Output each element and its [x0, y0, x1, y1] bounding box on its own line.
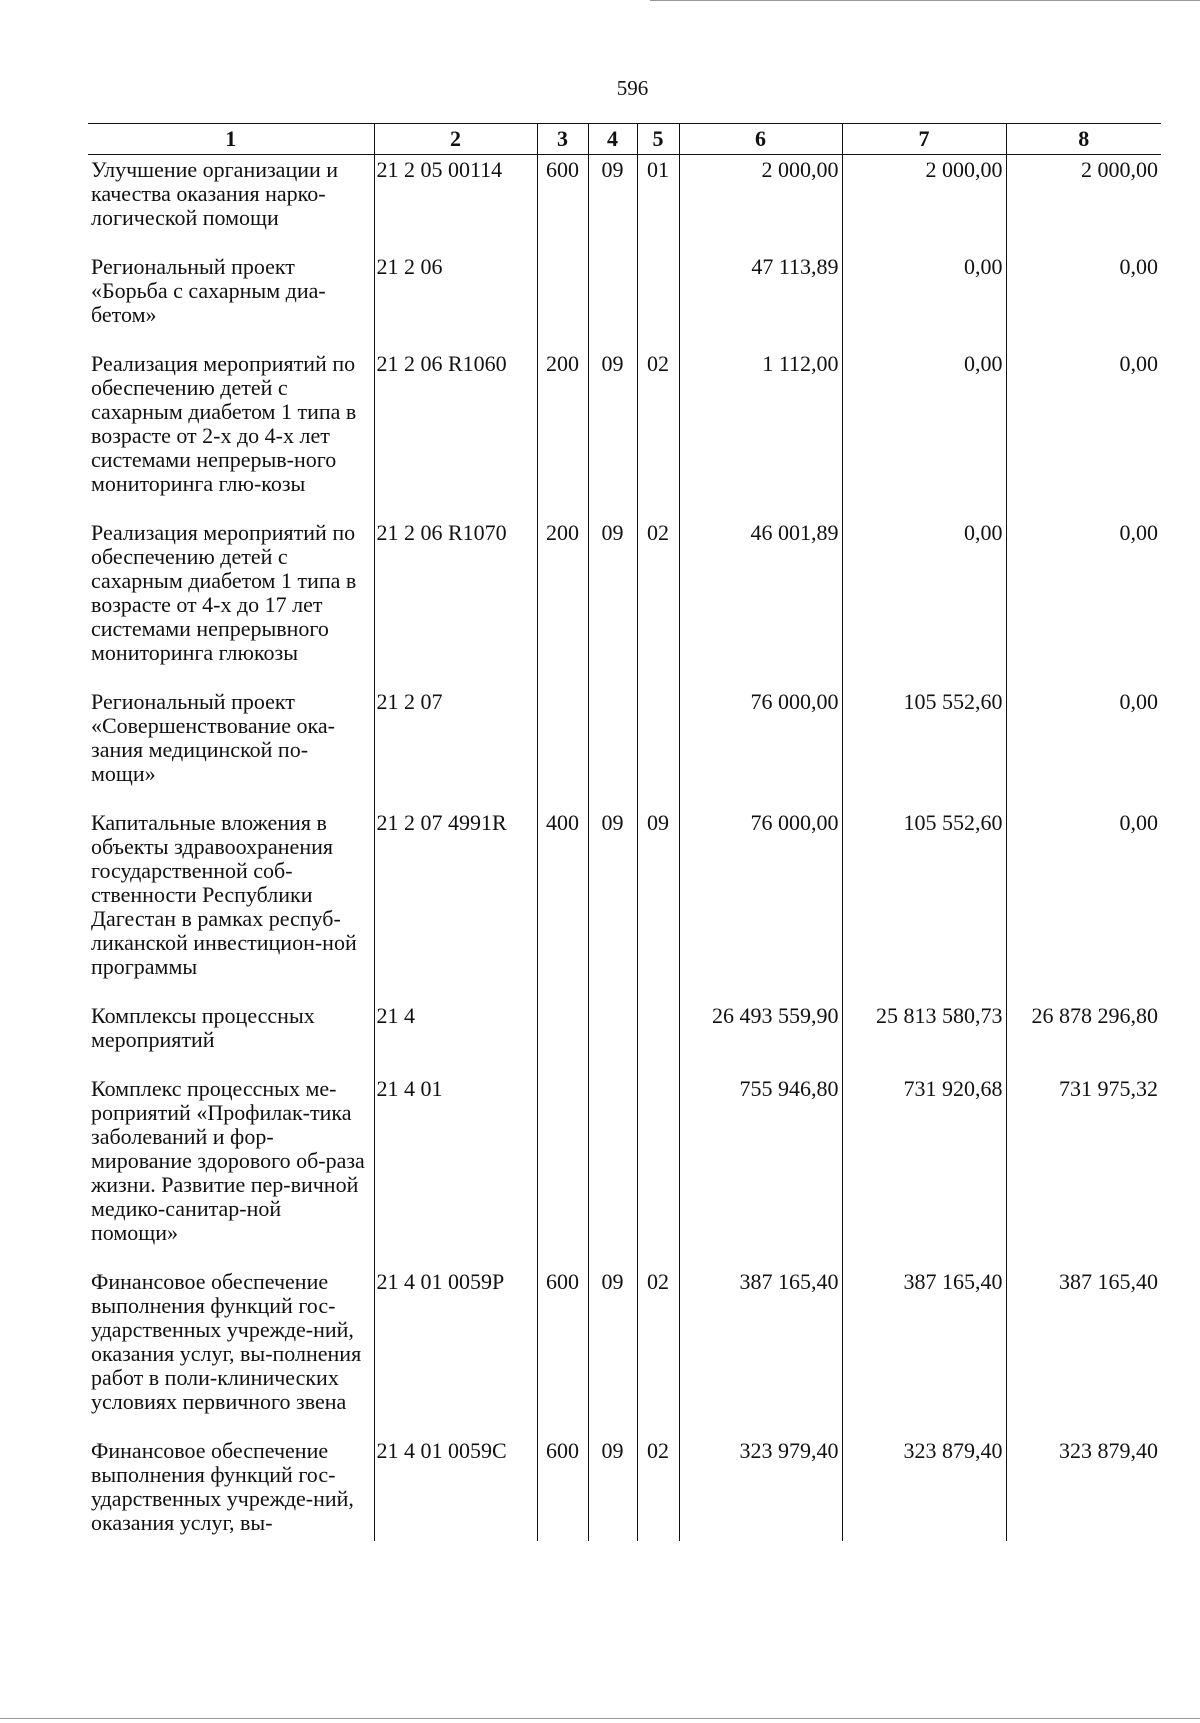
amount-col-6: 47 113,89: [679, 252, 842, 349]
amount-col-6: 76 000,00: [679, 808, 842, 1001]
section-code: 09: [588, 518, 637, 687]
subsection-code: 02: [637, 349, 679, 518]
amount-col-7: 0,00: [842, 518, 1006, 687]
table-row: [88, 518, 1161, 687]
amount-col-6: 46 001,89: [679, 518, 842, 687]
subsection-code: 09: [637, 808, 679, 1001]
expense-type-code: [537, 1001, 588, 1074]
amount-col-7: 105 552,60: [842, 687, 1006, 808]
amount-col-6: 323 979,40: [679, 1436, 842, 1541]
amount-col-8: 323 879,40: [1006, 1436, 1161, 1541]
subsection-code: 02: [637, 518, 679, 687]
amount-col-8: 2 000,00: [1006, 155, 1161, 253]
row-name: Региональный проект «Борьба с сахарным диа-бетом»: [91, 254, 326, 327]
table-row: [88, 1267, 1161, 1436]
target-article-code: 21 2 07 4991R: [374, 808, 537, 1001]
column-header-7: 7: [842, 124, 1006, 155]
target-article-code: 21 2 05 00114: [374, 155, 537, 253]
subsection-code: 01: [637, 155, 679, 253]
target-article-code: 21 4 01: [374, 1074, 537, 1267]
column-header-5: 5: [637, 124, 679, 155]
target-article-code: 21 2 06 R1070: [374, 518, 537, 687]
amount-col-8: 387 165,40: [1006, 1267, 1161, 1436]
top-edge-line: [650, 0, 1200, 1]
amount-col-6: 76 000,00: [679, 687, 842, 808]
amount-col-6: 26 493 559,90: [679, 1001, 842, 1074]
amount-col-7: 0,00: [842, 349, 1006, 518]
amount-col-6: 755 946,80: [679, 1074, 842, 1267]
column-header-6: 6: [679, 124, 842, 155]
expense-type-code: 200: [537, 349, 588, 518]
table-row: [88, 687, 1161, 808]
row-name: Региональный проект «Совершенствование ока-зания медицинской по-мощи»: [91, 689, 335, 786]
row-name: Финансовое обеспечение выполнения функций гос-ударственных учрежде-ний, оказания услуг, вы-: [91, 1438, 354, 1535]
row-name: Улучшение организации и качества оказания нарко-логической помощи: [91, 157, 339, 230]
amount-col-7: 105 552,60: [842, 808, 1006, 1001]
amount-col-8: 0,00: [1006, 518, 1161, 687]
expense-type-code: 200: [537, 518, 588, 687]
table-row: [88, 349, 1161, 518]
amount-col-7: 0,00: [842, 252, 1006, 349]
amount-col-8: 731 975,32: [1006, 1074, 1161, 1267]
section-code: 09: [588, 1436, 637, 1541]
expense-type-code: [537, 1074, 588, 1267]
section-code: [588, 687, 637, 808]
expense-type-code: [537, 687, 588, 808]
column-header-1: 1: [88, 124, 374, 155]
column-header-3: 3: [537, 124, 588, 155]
expense-type-code: 400: [537, 808, 588, 1001]
amount-col-8: 0,00: [1006, 808, 1161, 1001]
column-header-2: 2: [374, 124, 537, 155]
amount-col-8: 0,00: [1006, 349, 1161, 518]
subsection-code: 02: [637, 1436, 679, 1541]
amount-col-7: 2 000,00: [842, 155, 1006, 253]
amount-col-6: 387 165,40: [679, 1267, 842, 1436]
subsection-code: [637, 252, 679, 349]
budget-table: [88, 123, 1161, 1541]
table-row: [88, 252, 1161, 349]
section-code: 09: [588, 1267, 637, 1436]
amount-col-7: 25 813 580,73: [842, 1001, 1006, 1074]
amount-col-7: 323 879,40: [842, 1436, 1006, 1541]
subsection-code: [637, 1001, 679, 1074]
expense-type-code: 600: [537, 155, 588, 253]
expense-type-code: 600: [537, 1436, 588, 1541]
expense-type-code: [537, 252, 588, 349]
subsection-code: [637, 687, 679, 808]
section-code: 09: [588, 808, 637, 1001]
section-code: 09: [588, 349, 637, 518]
table-row: [88, 1436, 1161, 1541]
amount-col-8: 0,00: [1006, 252, 1161, 349]
row-name: Реализация мероприятий по обеспечению детей с сахарным диабетом 1 типа в возрасте от 2-х до 4-х лет системами непрерыв-ного мониторинга глю-козы: [91, 351, 357, 496]
section-code: [588, 1074, 637, 1267]
table-row: [88, 808, 1161, 1001]
column-header-8: 8: [1006, 124, 1161, 155]
row-name: Комплексы процессных мероприятий: [91, 1003, 315, 1052]
subsection-code: [637, 1074, 679, 1267]
bottom-edge-line: [0, 1718, 1200, 1719]
target-article-code: 21 2 07: [374, 687, 537, 808]
amount-col-7: 731 920,68: [842, 1074, 1006, 1267]
row-name: Реализация мероприятий по обеспечению детей с сахарным диабетом 1 типа в возрасте от 4-х до 17 лет системами непрерывного мониторинга глюкозы: [91, 520, 357, 665]
header-row: [88, 124, 1161, 155]
amount-col-8: 26 878 296,80: [1006, 1001, 1161, 1074]
amount-col-8: 0,00: [1006, 687, 1161, 808]
target-article-code: 21 2 06 R1060: [374, 349, 537, 518]
row-name: Капитальные вложения в объекты здравоохранения государственной соб-ственности Республики Дагестан в рамках респуб-ликанской инвестицион-ной программы: [91, 810, 357, 979]
amount-col-6: 2 000,00: [679, 155, 842, 253]
section-code: 09: [588, 155, 637, 253]
target-article-code: 21 4: [374, 1001, 537, 1074]
table-row: [88, 1001, 1161, 1074]
expense-type-code: 600: [537, 1267, 588, 1436]
amount-col-7: 387 165,40: [842, 1267, 1006, 1436]
table-row: [88, 155, 1161, 253]
target-article-code: 21 4 01 0059C: [374, 1436, 537, 1541]
column-header-4: 4: [588, 124, 637, 155]
target-article-code: 21 2 06: [374, 252, 537, 349]
section-code: [588, 252, 637, 349]
amount-col-6: 1 112,00: [679, 349, 842, 518]
section-code: [588, 1001, 637, 1074]
page-number: 596: [616, 76, 649, 100]
subsection-code: 02: [637, 1267, 679, 1436]
table-row: [88, 1074, 1161, 1267]
target-article-code: 21 4 01 0059P: [374, 1267, 537, 1436]
row-name: Комплекс процессных ме-роприятий «Профилак-тика заболеваний и фор-мирование здорового об-раза жизни. Развитие пер-вичной медико-санитар-ной помощи»: [91, 1076, 365, 1245]
row-name: Финансовое обеспечение выполнения функций гос-ударственных учрежде-ний, оказания услуг, вы-полнения работ в поли-клинических условиях первичного звена: [91, 1269, 362, 1414]
